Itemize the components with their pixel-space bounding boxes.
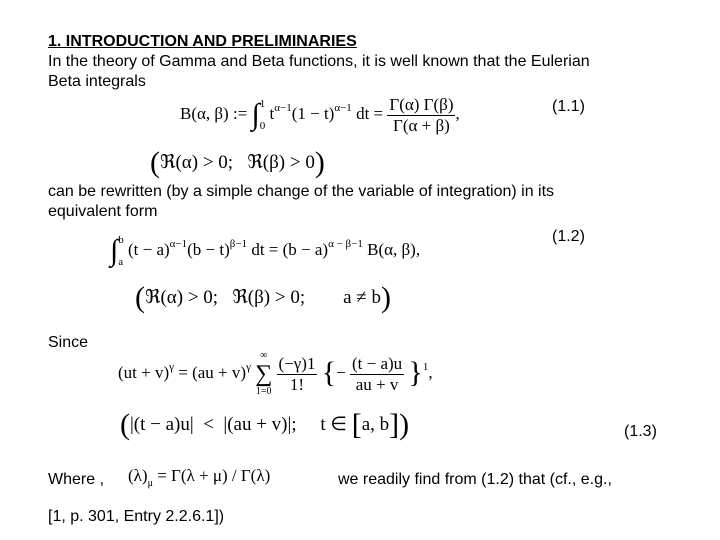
section-heading: 1. INTRODUCTION AND PRELIMINARIES bbox=[48, 33, 357, 50]
intro-line-2: Beta integrals bbox=[48, 73, 146, 90]
equation-label-1-2: (1.2) bbox=[552, 228, 585, 245]
intro-line-1: In the theory of Gamma and Beta functions, it is well known that the Eulerian bbox=[48, 53, 590, 70]
equation-1-3: (ut + v)$^\gamma$ = (au + v)$^\gamma$ ∞ ∑ 1=0 $\frac{(-\gamma)1}{1!}$ {− $\frac{(t - a)u}{au + v}$ }$^1$, bbox=[118, 350, 433, 397]
rewrite-line-1: can be rewritten (by a simple change of the variable of integration) in its bbox=[48, 183, 555, 200]
equation-1-1-conditions: (ℜ(α) > 0; ℜ(β) > 0) bbox=[150, 146, 325, 179]
readily-find-text: we readily find from (1.2) that (cf., e.g., bbox=[338, 471, 612, 488]
equation-label-1-3: (1.3) bbox=[624, 423, 657, 440]
equation-1-1: B(α, β) := ∫ 1 0 $t^{\alpha-1}(1 - t)^{\alpha-1}$ dt = $\frac{\Gamma(\alpha) \Gamma(\beta)}{\Gamma(\alpha + \beta)}$ , bbox=[180, 94, 460, 135]
since-label: Since bbox=[48, 334, 89, 351]
equation-1-2-conditions: (ℜ(α) > 0; ℜ(β) > 0; a ≠ b) bbox=[135, 281, 391, 314]
equation-label-1-1: (1.1) bbox=[552, 98, 585, 115]
reference-text: [1, p. 301, Entry 2.2.6.1]) bbox=[48, 508, 225, 525]
equation-1-2: ∫ b a $(t - a)^{\alpha-1}(b - t)^{\beta-1}$ dt = $(b - a)^{\alpha - \beta-1}$ B(α, β), bbox=[110, 234, 421, 269]
equation-1-3-conditions: (|(t − a)u| < |(au + v)|; t ∈ [a, b]) bbox=[120, 408, 410, 441]
pochhammer-definition: $(\lambda)_\mu = \Gamma(\lambda + \mu) / \Gamma(\lambda)$ bbox=[128, 466, 271, 489]
rewrite-line-2: equivalent form bbox=[48, 203, 158, 220]
where-label: Where , bbox=[48, 471, 105, 488]
